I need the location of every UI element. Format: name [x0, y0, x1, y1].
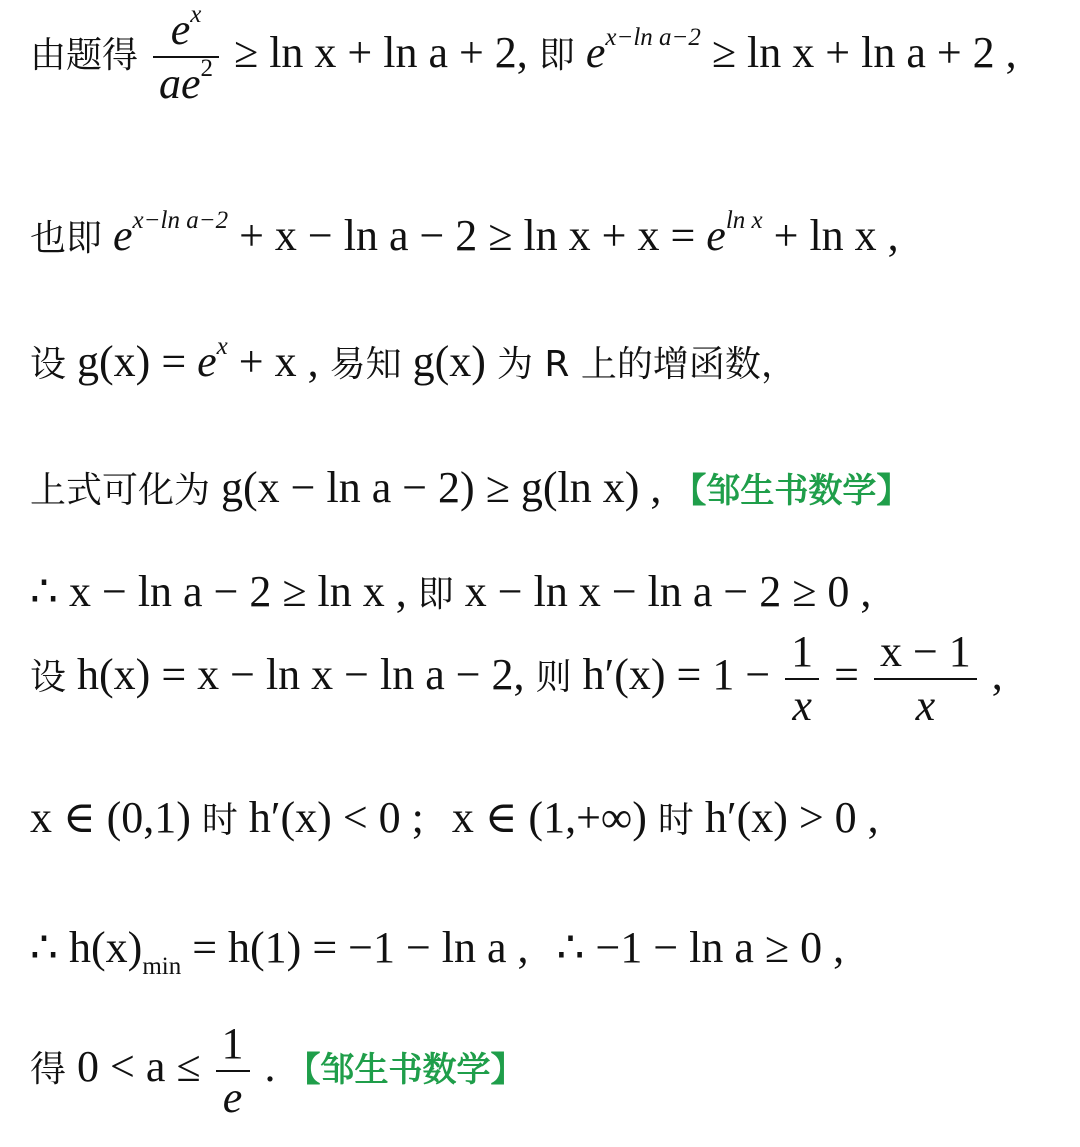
- math-expression: x ∈ (1,+∞): [451, 793, 647, 842]
- math-subscript: min: [142, 953, 182, 980]
- math-expression: ,: [991, 650, 1003, 700]
- math-exponent: x−ln a−2: [605, 24, 701, 52]
- fraction-ex-over-ae2: $\frac{e^x}{ae^2}$: [153, 8, 219, 106]
- math-expression: ∴ −1 − ln a ≥ 0 ,: [556, 923, 845, 972]
- math-exponent: ln x: [725, 207, 763, 234]
- math-expression: h′(x) > 0 ,: [704, 793, 879, 842]
- math-exponent: x−ln a−2: [132, 207, 229, 234]
- math-expression: g(x) =: [77, 337, 187, 386]
- text-connector: 即: [538, 35, 575, 77]
- math-expression: ∴ h(x): [30, 923, 143, 972]
- text-prefix: 上式可化为: [30, 470, 211, 511]
- math-base: e: [706, 211, 726, 260]
- source-tag: 【邹生书数学】: [672, 471, 911, 511]
- fraction-one-over-e: $\frac{1}{e}$: [216, 1022, 250, 1120]
- text-connector: 时: [657, 800, 694, 841]
- math-expression: x ∈ (0,1): [30, 793, 191, 842]
- math-base: e: [197, 337, 217, 386]
- text-suffix: 为 R 上的增函数，: [496, 344, 797, 385]
- math-expression: h′(x) = 1 −: [582, 650, 771, 700]
- line-8: [30, 923, 845, 980]
- math-expression: h′(x) < 0 ;: [248, 793, 424, 842]
- math-base: e: [585, 28, 606, 78]
- math-expression: g(x): [412, 337, 486, 386]
- math-base: e: [113, 211, 133, 260]
- text-prefix: 设: [30, 344, 67, 385]
- math-equals: =: [834, 650, 859, 700]
- math-expression: + x ,: [238, 337, 319, 386]
- line-7: [30, 793, 879, 842]
- math-expression: g(x − ln a − 2) ≥ g(ln x) ,: [221, 463, 662, 512]
- line-9: [30, 1019, 525, 1122]
- line-5: [30, 567, 872, 616]
- math-expression: x − ln x − ln a − 2 ≥ 0 ,: [464, 567, 872, 616]
- math-expression: + x − ln a − 2 ≥ ln x + x =: [239, 211, 696, 260]
- math-expression: + ln x ,: [773, 211, 899, 260]
- math-expression: ≥ ln x + ln a + 2 ,: [711, 28, 1017, 78]
- text-prefix: 设: [30, 657, 67, 699]
- line-1: [30, 1, 1017, 108]
- text-prefix: 得: [30, 1049, 67, 1091]
- text-connector: 即: [417, 574, 454, 615]
- text-prefix: 由题得: [30, 35, 139, 77]
- line-3: [30, 333, 797, 386]
- math-expression: = h(1) = −1 − ln a ,: [192, 923, 529, 972]
- text-connector: 时: [201, 800, 238, 841]
- text-connector: 则: [535, 657, 572, 699]
- text-prefix: 也即: [30, 218, 103, 259]
- math-expression: ≥ ln x + ln a + 2,: [234, 28, 528, 78]
- math-expression: x − ln a − 2 ≥ ln x ,: [69, 567, 407, 616]
- source-tag: 【邹生书数学】: [286, 1050, 525, 1091]
- line-6: [30, 627, 1003, 730]
- fraction-xminus1-over-x: $\frac{x - 1}{x}$: [874, 630, 977, 728]
- fraction-one-over-x: $\frac{1}{x}$: [785, 630, 819, 728]
- therefore-symbol: ∴: [30, 567, 58, 616]
- math-expression: h(x) = x − ln x − ln a − 2,: [77, 650, 525, 700]
- math-exponent: x: [216, 333, 228, 360]
- text-connector: 易知: [329, 344, 402, 385]
- math-expression: 0 < a ≤: [77, 1042, 201, 1092]
- math-expression: .: [264, 1042, 276, 1092]
- line-2: [30, 207, 899, 260]
- line-4: [30, 463, 911, 512]
